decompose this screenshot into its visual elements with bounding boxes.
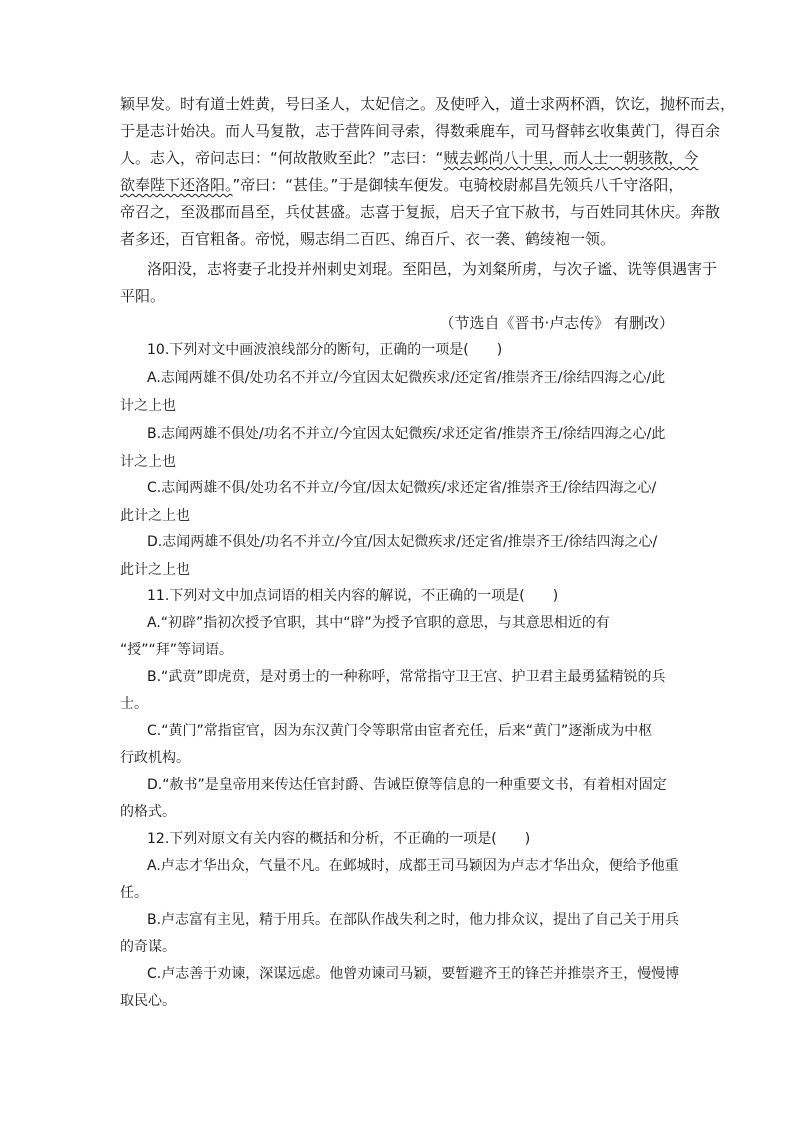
question-stem: 12.下列对原文有关内容的概括和分析，不正确的一项是( ) [147, 831, 531, 847]
option-line: C.“黄门”常指宦官，因为东汉黄门令等职常由宦者充任，后来“黄门”逐渐成为中枢 [147, 723, 653, 739]
option-line: A.卢志才华出众，气量不凡。在邺城时，成都王司马颖因为卢志才华出众，便给予他重 [147, 858, 679, 874]
question-stem: 11.下列对文中加点词语的相关内容的解说，不正确的一项是( ) [147, 588, 559, 604]
passage-line: 者多还，百官粗备。帝悦，赐志绢二百匹、绵百斤、衣一袭、鹤绫袍一领。 [120, 230, 616, 248]
option-line: A.“初辟”指初次授予官职，其中“辟”为授予官职的意思，与其意思相近的有 [147, 615, 610, 631]
passage-line: 平阳。 [120, 287, 166, 305]
option-line: 的奇谋。 [120, 939, 176, 955]
passage-source: （节选自《晋书·卢志传》 有删改） [439, 314, 674, 332]
option-line: C.卢志善于劝谏，深谋远虑。他曾劝谏司马颖，要暂避齐王的锋芒并推崇齐王，慢慢博 [147, 966, 680, 982]
option-line: B.卢志富有主见，精于用兵。在部队作战失利之时，他力排众议，提出了自己关于用兵 [147, 912, 680, 928]
option-line: 任。 [120, 885, 148, 901]
option-line: 的格式。 [120, 804, 176, 820]
passage-text: ”帝曰：“甚佳。”于是御犊车便发。屯骑校尉郝昌先领兵八千守洛阳， [232, 176, 684, 194]
passage-line: 帝召之，至汲郡而昌至，兵仗甚盛。志喜于复振，启天子宜下赦书，与百姓同其休庆。奔散 [120, 203, 721, 221]
option-line: 行政机构。 [120, 750, 190, 766]
option-line: D.“赦书”是皇帝用来传达任官封爵、告诫臣僚等信息的一种重要文书，有着相对固定 [147, 777, 667, 793]
option-line: B.志闻两雄不俱处/功名不并立/今宜因太妃微疾/求还定省/推崇齐王/徐结四海之心/此 [147, 426, 666, 442]
option-line: 计之上也 [120, 398, 176, 414]
option-line: B.“武贲”即虎贲，是对勇士的一种称呼，常常指守卫王宫、护卫君主最勇猛精锐的兵 [147, 669, 666, 685]
option-line: 取民心。 [120, 993, 176, 1009]
passage-line: 颖早发。时有道士姓黄，号曰圣人，太妃信之。及使呼入，道士求两杯酒，饮讫，抛杯而去， [120, 95, 736, 113]
option-line: 士。 [120, 696, 148, 712]
option-line: 此计之上也 [120, 508, 190, 524]
option-line: 此计之上也 [120, 562, 190, 578]
passage-line [120, 172, 684, 198]
wavy-underlined-text: 贼去邺尚八十里，而人士一朝骇散，今 [443, 149, 699, 167]
passage-text: 人。志入，帝问志曰：“何故散败至此？”志曰：“ [120, 149, 444, 167]
option-line: A.志闻两雄不俱/处功名不并立/今宜因太妃微疾求/还定省/推崇齐王/徐结四海之心/此 [147, 370, 666, 386]
passage-line: 于是志计始决。而人马复散，志于营阵间寻索，得数乘鹿车，司马督韩玄收集黄门，得百余 [120, 122, 721, 140]
passage-line: 洛阳没，志将妻子北投并州刺史刘琨。至阳邑，为刘粲所虏，与次子谧、诜等俱遇害于 [147, 260, 718, 278]
option-line: C.志闻两雄不俱/处功名不并立/今宜/因太妃微疾/求还定省/推崇齐王/徐结四海之心/ [147, 480, 657, 496]
wavy-underlined-text: 欲奉陛下还洛阳。 [120, 176, 233, 194]
passage-line [120, 145, 699, 171]
question-stem: 10.下列对文中画波浪线部分的断句，正确的一项是( ) [147, 342, 503, 358]
option-line: “授”“拜”等词语。 [120, 642, 234, 658]
option-line: 计之上也 [120, 454, 176, 470]
option-line: D.志闻两雄不俱处/功名不并立/今宜/因太妃微疾求/还定省/推崇齐王/徐结四海之心/ [147, 534, 658, 550]
